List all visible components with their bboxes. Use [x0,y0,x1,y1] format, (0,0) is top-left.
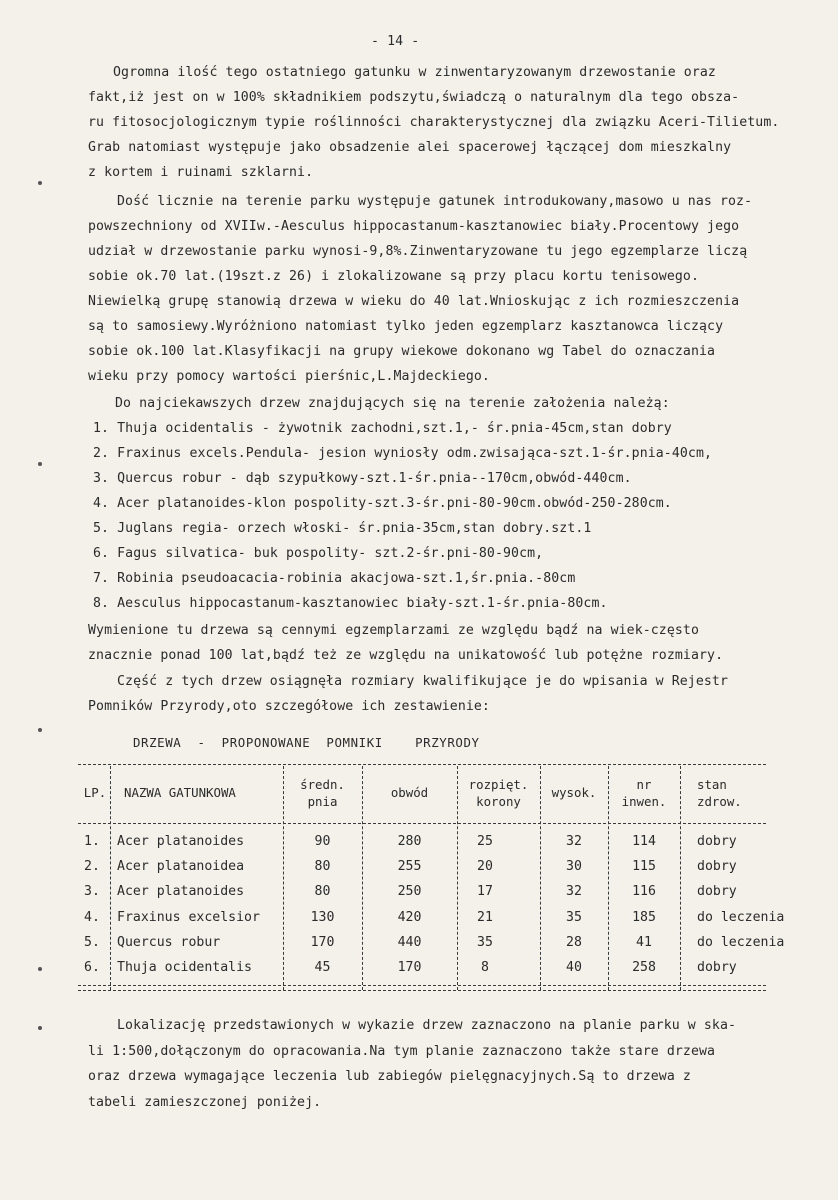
header-species: NAZWA GATUNKOWA [124,785,236,800]
cell-species: Fraxinus excelsior [117,910,260,925]
cell-lp: 1. [84,834,100,849]
list-item: 7. Robinia pseudoacacia-robinia akacjowa-szt.1,śr.pnia.-80cm [93,571,576,586]
cell-circumference: 440 [397,935,422,950]
cell-inventory-no: 116 [632,884,656,899]
cell-inventory-no: 114 [632,834,656,849]
cell-inventory-no: 258 [632,960,656,975]
cell-height: 40 [566,960,582,975]
table-title: DRZEWA - PROPONOWANE POMNIKI PRZYRODY [133,735,480,750]
cell-inventory-no: 41 [636,935,652,950]
table-rule-bottom-2 [78,990,766,991]
margin-mark [38,1026,42,1030]
cell-health: dobry [697,834,737,849]
paragraph-line: Część z tych drzew osiągnęła rozmiary kwalifikujące je do wpisania w Rejestr [117,674,729,689]
cell-lp: 6. [84,960,100,975]
cell-diameter: 90 [314,834,331,849]
cell-crown: 8 [481,960,489,975]
margin-mark [38,967,42,971]
header-inventory-no: nr inwen. [621,777,667,809]
page-number: - 14 - [371,34,420,49]
header-crown: rozpięt. korony [468,777,529,809]
paragraph-line: są to samosiewy.Wyróżniono natomiast tylko jeden egzemplarz kasztanowca liczący [88,319,724,334]
cell-health: dobry [697,884,737,899]
list-item: 5. Juglans regia- orzech włoski- śr.pnia-35cm,stan dobry.szt.1 [93,521,592,536]
header-lp: LP. [83,785,107,800]
cell-inventory-no: 115 [632,859,656,874]
list-item: 3. Quercus robur - dąb szypułkowy-szt.1-śr.pnia--170cm,obwód-440cm. [93,471,632,486]
paragraph-line: Dość licznie na terenie parku występuje gatunek introdukowany,masowo u nas roz- [117,194,753,209]
cell-crown: 21 [477,910,493,925]
cell-lp: 2. [84,859,100,874]
paragraph-line: Niewielką grupę stanowią drzewa w wieku do 40 lat.Wnioskując z ich rozmieszczenia [88,294,740,309]
paragraph-line: Wymienione tu drzewa są cennymi egzemplarzami ze względu bądź na wiek-często [88,623,700,638]
paragraph-line: znacznie ponad 100 lat,bądź też ze względu na unikatowość lub potężne rozmiary. [88,648,724,663]
paragraph-line: powszechniony od XVIIw.-Aesculus hippocastanum-kasztanowiec biały.Procentowy jego [88,219,740,234]
table-rule-header [78,823,766,824]
paragraph-line: udział w drzewostanie parku wynosi-9,8%.Zinwentaryzowane tu jego egzemplarze liczą [88,244,748,259]
cell-circumference: 420 [397,910,422,925]
cell-crown: 35 [477,935,493,950]
paragraph-line: ru fitosocjologicznym typie roślinności charakterystycznej dla związku Aceri-Tilietum. [88,115,780,130]
list-item: 8. Aesculus hippocastanum-kasztanowiec biały-szt.1-śr.pnia-80cm. [93,596,608,611]
table-rule-top [78,764,766,765]
cell-diameter: 80 [314,859,331,874]
cell-lp: 5. [84,935,100,950]
paragraph-line: wieku przy pomocy wartości pierśnic,L.Majdeckiego. [88,369,490,384]
cell-diameter: 170 [310,935,335,950]
cell-inventory-no: 185 [632,910,656,925]
paragraph-line: Ogromna ilość tego ostatniego gatunku w zinwentaryzowanym drzewostanie oraz [113,65,716,80]
paragraph-line: Lokalizację przedstawionych w wykazie drzew zaznaczono na planie parku w ska- [117,1018,737,1033]
cell-crown: 20 [477,859,493,874]
paragraph-line: sobie ok.70 lat.(19szt.z 26) i zlokalizowane są przy placu kortu tenisowego. [88,269,700,284]
cell-health: do leczenia [697,935,785,950]
cell-height: 28 [566,935,582,950]
header-diameter: średn. pnia [300,777,345,809]
header-health: stan zdrow. [697,777,742,809]
header-height: wysok. [551,785,597,800]
cell-species: Acer platanoidea [117,859,245,874]
cell-lp: 3. [84,884,100,899]
paragraph-line: tabeli zamieszczonej poniżej. [88,1095,322,1110]
cell-health: dobry [697,859,737,874]
cell-circumference: 255 [397,859,422,874]
paragraph-line: Pomników Przyrody,oto szczegółowe ich zestawienie: [88,699,490,714]
cell-diameter: 45 [314,960,331,975]
cell-species: Thuja ocidentalis [117,960,252,975]
cell-health: do leczenia [697,910,785,925]
paragraph-line: fakt,iż jest on w 100% składnikiem podszytu,świadczą o naturalnym dla tego obsza- [88,90,740,105]
cell-height: 32 [566,834,582,849]
list-item: 2. Fraxinus excels.Pendula- jesion wyniosły odm.zwisająca-szt.1-śr.pnia-40cm, [93,446,713,461]
cell-species: Acer platanoides [117,834,245,849]
paragraph-line: oraz drzewa wymagające leczenia lub zabiegów pielęgnacyjnych.Są to drzewa z [88,1069,691,1084]
cell-crown: 25 [477,834,493,849]
cell-circumference: 170 [397,960,422,975]
margin-mark [38,728,42,732]
margin-mark [38,462,42,466]
cell-diameter: 80 [314,884,331,899]
header-circumference: obwód [390,785,429,800]
cell-lp: 4. [84,910,100,925]
cell-height: 30 [566,859,582,874]
paragraph-line: z kortem i ruinami szklarni. [88,165,314,180]
cell-crown: 17 [477,884,493,899]
cell-circumference: 250 [397,884,422,899]
cell-height: 32 [566,884,582,899]
paragraph-line: sobie ok.100 lat.Klasyfikacji na grupy wiekowe dokonano wg Tabel do oznaczania [88,344,716,359]
paragraph-line: Grab natomiast występuje jako obsadzenie alei spacerowej łączącej dom mieszkalny [88,140,732,155]
list-item: 4. Acer platanoides-klon pospolity-szt.3-śr.pni-80-90cm.obwód-250-280cm. [93,496,672,511]
list-intro: Do najciekawszych drzew znajdujących się na terenie założenia należą: [115,396,670,411]
list-item: 1. Thuja ocidentalis - żywotnik zachodni,szt.1,- śr.pnia-45cm,stan dobry [93,421,672,436]
list-item: 6. Fagus silvatica- buk pospolity- szt.2-śr.pni-80-90cm, [93,546,544,561]
cell-species: Quercus robur [117,935,221,950]
cell-species: Acer platanoides [117,884,245,899]
cell-circumference: 280 [397,834,422,849]
cell-height: 35 [566,910,582,925]
table-rule-bottom-1 [78,985,766,986]
margin-mark [38,181,42,185]
cell-diameter: 130 [310,910,335,925]
cell-health: dobry [697,960,737,975]
paragraph-line: li 1:500,dołączonym do opracowania.Na tym planie zaznaczono także stare drzewa [88,1044,716,1059]
